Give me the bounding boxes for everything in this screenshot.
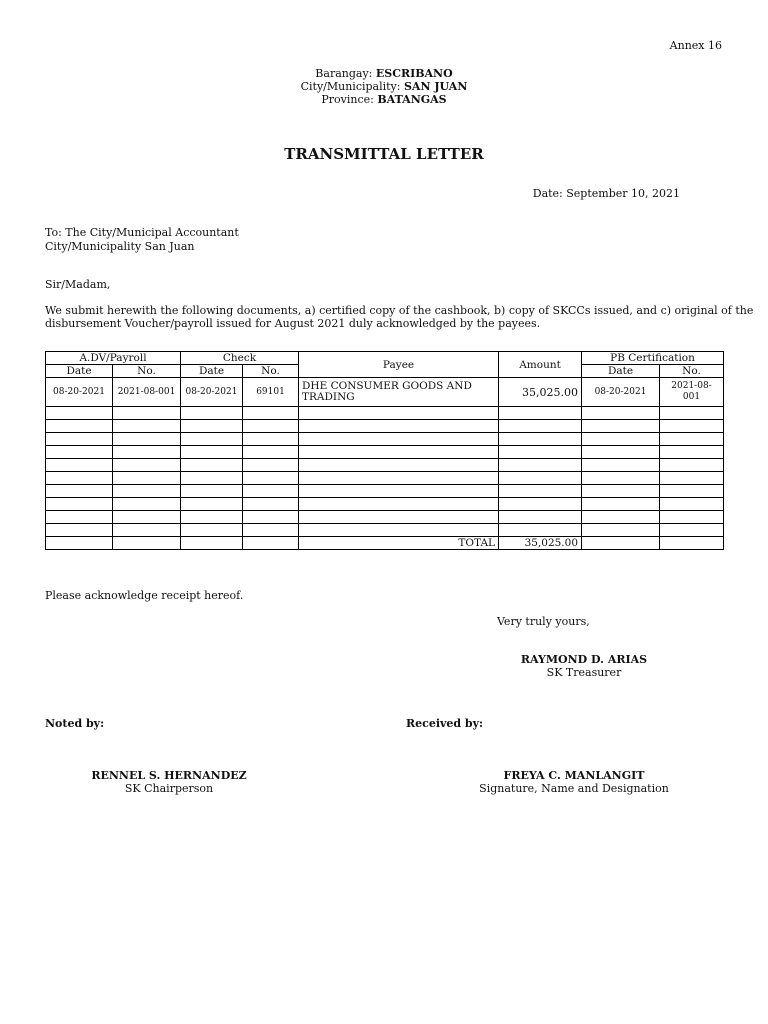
table-row-empty [46,472,724,485]
date-line: Date: September 10, 2021 [532,187,680,200]
barangay-line [0,67,768,80]
subheader-no: No. [243,365,299,378]
table-row-empty [46,459,724,472]
city-label: City/Municipality: [300,80,401,93]
receiver-designation: Signature, Name and Designation [479,782,669,795]
total-amount: 35,025.00 [499,537,582,550]
cell-check-date: 08-20-2021 [181,378,243,407]
table-header-row [46,352,724,365]
cell-payee: DHE CONSUMER GOODS AND TRADING [299,378,499,407]
annex-label: Annex 16 [669,39,722,52]
header-payee: Payee [299,352,499,378]
received-by-label: Received by: [406,717,484,730]
recipient-line-2: City/Municipality San Juan [45,240,195,253]
cell-amount: 35,025.00 [499,378,582,407]
subheader-no: No. [113,365,181,378]
closing: Very truly yours, [497,615,590,628]
subheader-date: Date [46,365,113,378]
salutation: Sir/Madam, [45,278,111,291]
body-line-1: We submit herewith the following documents, a) certified copy of the cashbook, b) copy of SKCCs issued, and c) original of the [45,304,754,317]
treasurer-title: SK Treasurer [546,666,622,679]
letterhead [0,67,768,106]
table-row-empty [46,498,724,511]
table-row-empty [46,511,724,524]
cell-check-no: 69101 [243,378,299,407]
cell-pb-date: 08-20-2021 [582,378,660,407]
table-row-empty [46,407,724,420]
table-row-empty [46,446,724,459]
cell-adv-no: 2021-08-001 [113,378,181,407]
header-amount: Amount [499,352,582,378]
page-title: TRANSMITTAL LETTER [284,145,484,163]
table-row-empty [46,524,724,537]
barangay-value: ESCRIBANO [375,67,453,80]
treasurer-name: RAYMOND D. ARIAS [520,653,648,666]
city-value: SAN JUAN [403,80,468,93]
barangay-label: Barangay: [315,67,373,80]
table-row [46,378,724,407]
noted-by-label: Noted by: [45,717,105,730]
subheader-date: Date [181,365,243,378]
body-line-2: disbursement Voucher/payroll issued for August 2021 duly acknowledged by the payees. [45,317,541,330]
cell-adv-date: 08-20-2021 [46,378,113,407]
province-value: BATANGAS [377,93,447,106]
header-check: Check [181,352,299,365]
table-row-empty [46,485,724,498]
transmittal-table [45,351,724,550]
city-line [0,80,768,93]
cell-pb-no: 2021-08-001 [660,378,724,407]
total-label: TOTAL [299,537,499,550]
province-line [0,93,768,106]
chairperson-name: RENNEL S. HERNANDEZ [91,769,247,782]
receiver-name: FREYA C. MANLANGIT [503,769,645,782]
acknowledge-line: Please acknowledge receipt hereof. [45,589,244,602]
table-total-row [46,537,724,550]
table-row-empty [46,433,724,446]
subheader-date: Date [582,365,660,378]
province-label: Province: [321,93,374,106]
table-row-empty [46,420,724,433]
header-pb-certification: PB Certification [582,352,724,365]
header-adv-payroll: A.DV/Payroll [46,352,181,365]
subheader-no: No. [660,365,724,378]
chairperson-title: SK Chairperson [124,782,214,795]
recipient-line-1: To: The City/Municipal Accountant [45,226,239,239]
